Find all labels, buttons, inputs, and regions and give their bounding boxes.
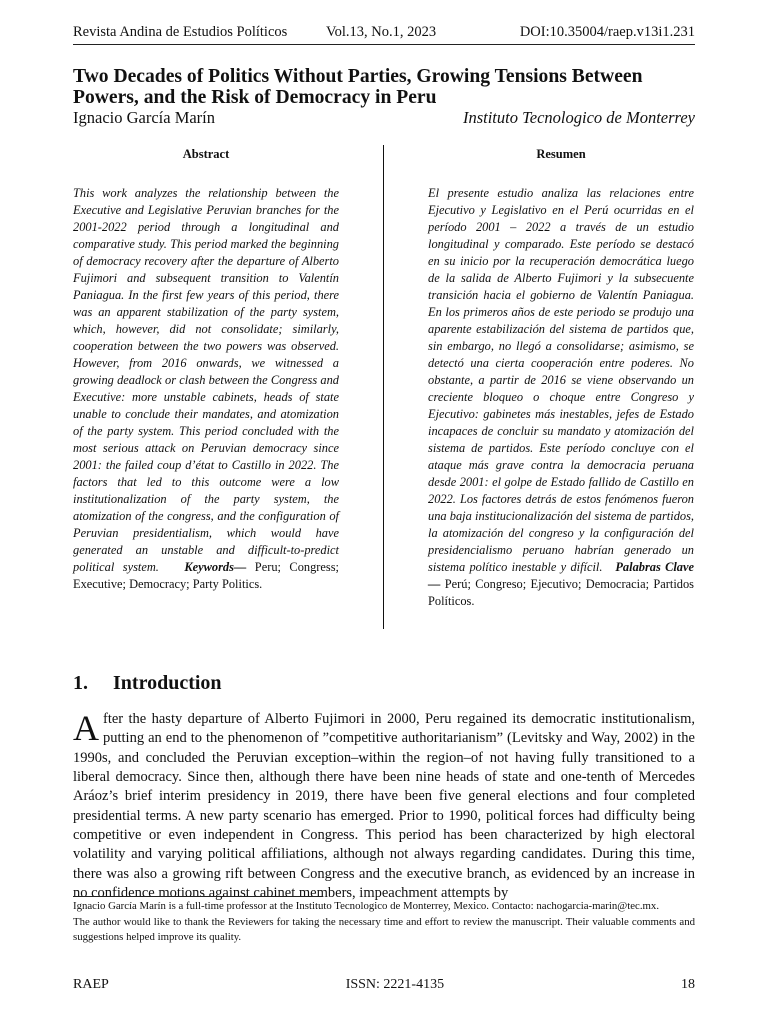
resumen-heading: Resumen — [536, 147, 586, 161]
section-number: 1. — [73, 672, 88, 694]
header-rule — [73, 44, 695, 45]
volume-info: Vol.13, No.1, 2023 — [326, 23, 437, 40]
footnote-acknowledgment: The author would like to thank the Reviewers for taking the necessary time and effort to review the manuscript. Their valuable comments and suggestions helped improve its quality. — [73, 916, 695, 943]
author-name: Ignacio García Marín — [73, 108, 216, 127]
abstract-spanish — [428, 185, 694, 610]
resumen-body: El presente estudio analiza las relaciones entre Ejecutivo y Legislativo en el Perú ocurridas en el período 2001 – 2022 a través de un estudio longitudinal y comparado. Este período se destacó en su inicio por la recuperación democrática luego de la salida de Alberto Fujimori y la subsecuente transición hacia el gobierno de Valentín Paniagua. En los primeros años de este periodo se produjo una aparente estabilización del sistema de partidos que, sin embargo, no llegó a consolidarse; asimismo, se detectó una cierta cooperación entre poderes. No obstante, a partir de 2016 se viene observando un creciente bloqueo o choque entre Congreso y Ejecutivo: gabinetes más inestables, jefes de Estado incapaces de concluir su mandato y atomización del sistema de partidos. Este período concluye con el ataque más grave contra la democracia peruana desde 2001: el golpe de Estado fallido de Castillo en 2022. Los factores detrás de estos fenómenos fueron una baja institucionalización del sistema de partidos, la atomización del congreso y la configuración del presidencialismo peruano habrían generado un sistema político inestable y difícil. — [428, 186, 694, 574]
keywords-label: Keywords— — [184, 560, 247, 574]
section-title: Introduction — [113, 672, 222, 694]
page-number: 18 — [680, 977, 695, 992]
abstract-body: This work analyzes the relationship between the Executive and Legislative Peruvian branches for the 2001-2022 period through a longitudinal and comparative study. This period marked the beginning of democracy recovery after the departure of Alberto Fujimori and subsequent transition to Valentín Paniagua. In the first few years of this period, there was an apparent stabilization of the party system, which, however, did not consolidate; similarly, cooperation between the two powers was observed. However, from 2016 onwards, we witnessed a growing deadlock or clash between the Congress and Executive: more unstable cabinets, heads of state unable to conclude their mandates, and atomization of the party system. This period concluded with the most serious attack on Peruvian democracy since 2001: the failed coup d’état to Castillo in 2022. The factors that led to this outcome were a low institutionalization of the party system, the atomization of the congress, and the configuration of Peruvian presidentialism, which would have generated an unstable and difficult-to-predict political system. — [73, 186, 339, 574]
journal-name: Revista Andina de Estudios Políticos — [73, 23, 288, 40]
section-heading — [73, 672, 222, 695]
doi-link[interactable]: DOI:10.35004/raep.v13i1.231 — [519, 23, 695, 40]
author-affiliation: Instituto Tecnologico de Monterrey — [462, 108, 695, 127]
palabras-clave-list: Perú; Congreso; Ejecutivo; Democracia; Partidos Políticos. — [428, 577, 694, 608]
running-header — [73, 22, 695, 42]
abstract-english — [73, 185, 339, 593]
keywords-list: Peru; Congress; Executive; Democracy; Party Politics. — [73, 560, 339, 591]
page-footer — [73, 977, 695, 993]
column-divider — [383, 145, 384, 629]
drop-cap: A — [73, 708, 99, 748]
footnotes — [73, 899, 695, 946]
introduction-text: fter the hasty departure of Alberto Fujimori in 2000, Peru regained its democratic institutionalism, putting an end to the phenomenon of ”competitive authoritarianism” (Levitsky and Way, 2002) in the 1990s, and concluded the Peruvian exception–within the region–of not having fully transitioned to a liberal democracy. Since then, although there have been nine heads of state and one-tenth of Mercedes Aráoz’s brief interim presidency in 2019, there have been five general elections and four completed presidential terms. A new party scenario has emerged. Prior to 1990, political forces had difficulty being competitive or even independent in Congress. This period has been characterized by high electoral volatility and varying political affiliations, although not always regarding candidates. During this time, there was also a growing rift between Congress and the executive branch, as evidenced by an increase in no confidence motions against cabinet members, impeachment attempts by — [73, 711, 695, 902]
footnote-author: Ignacio García Marín is a full-time professor at the Instituto Tecnologico de Monterrey, Mexico. Contacto: nachogarcia-marin@tec.mx. — [73, 900, 660, 912]
paper-title: Two Decades of Politics Without Parties, Growing Tensions Between Powers, and the Risk of Democracy in Peru — [73, 66, 643, 108]
palabras-clave-label: Palabras Clave— — [428, 560, 694, 591]
abstract-heading: Abstract — [182, 147, 230, 161]
footer-issn: ISSN: 2221-4135 — [345, 977, 445, 992]
footer-journal: RAEP — [73, 977, 109, 992]
introduction-paragraph — [73, 710, 695, 903]
footnote-rule — [73, 896, 323, 897]
